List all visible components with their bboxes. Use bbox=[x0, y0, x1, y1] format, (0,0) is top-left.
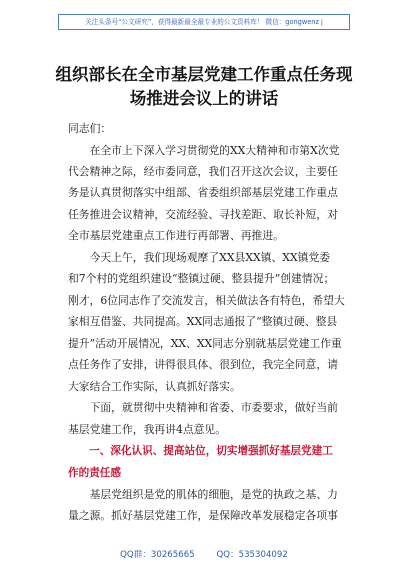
section-heading-line: 作的责任感 bbox=[68, 467, 121, 479]
document-title-line-1: 组织部长在全市基层党建工作重点任务现 bbox=[55, 65, 353, 84]
body-line: 下面，就贯彻中央精神和省委、市委要求，做好当前 bbox=[68, 401, 338, 414]
body-line: 任务推进会议精神，交流经验、寻找差距、取长补短，对 bbox=[68, 208, 338, 221]
document-title-line-2: 场推进会议上的讲话 bbox=[129, 89, 279, 108]
body-line: 大家结合工作实际，认真抓好落实。 bbox=[68, 380, 241, 393]
body-line: 家相互借鉴、共同提高。XX同志通报了“整镇过硬、整县 bbox=[68, 315, 338, 328]
footer-contact: QQ群：30265665 QQ：535304092 bbox=[120, 550, 288, 560]
body-line: 基层党建工作，我再讲4点意见。 bbox=[68, 423, 227, 436]
body-line: 代会精神之际，经市委同意，我们召开这次会议，主要任 bbox=[68, 165, 338, 178]
body-line: 在全市上下深入学习贯彻党的XX大精神和市第X次党 bbox=[68, 144, 340, 157]
body-line: 和7个村的党组织建设“整镇过硬、整县提升”创建情况； bbox=[68, 272, 335, 285]
salutation: 同志们： bbox=[68, 122, 112, 135]
section-heading-line: 一、深化认识、提高站位，切实增强抓好基层党建工 bbox=[68, 445, 333, 457]
body-line: 点任务作了安排，讲得很具体、很到位，我完全同意，请 bbox=[68, 358, 338, 371]
body-line: 全市基层党建重点工作进行再部署、再推进。 bbox=[68, 229, 284, 242]
body-line: 刚才，6位同志作了交流发言，相关做法各有特色，希望大 bbox=[68, 294, 345, 307]
body-line: 今天上午，我们现场观摩了XX县XX镇、XX镇党委 bbox=[68, 251, 331, 264]
body-line: 提升”活动开展情况，XX、XX同志分别就基层党建工作重 bbox=[68, 337, 342, 350]
body-line: 基层党组织是党的肌体的细胞，是党的执政之基、力 bbox=[68, 488, 338, 501]
body-line: 务是认真贯彻落实中组部、省委组织部基层党建工作重点 bbox=[68, 186, 338, 199]
header-banner: 关注头条号“公文研究”，获得最新最全最专业的公文资料库！ 微信：gongwenz j bbox=[58, 14, 350, 30]
body-line: 量之源。抓好基层党建工作，是保障改革发展稳定各项事 bbox=[68, 509, 338, 522]
